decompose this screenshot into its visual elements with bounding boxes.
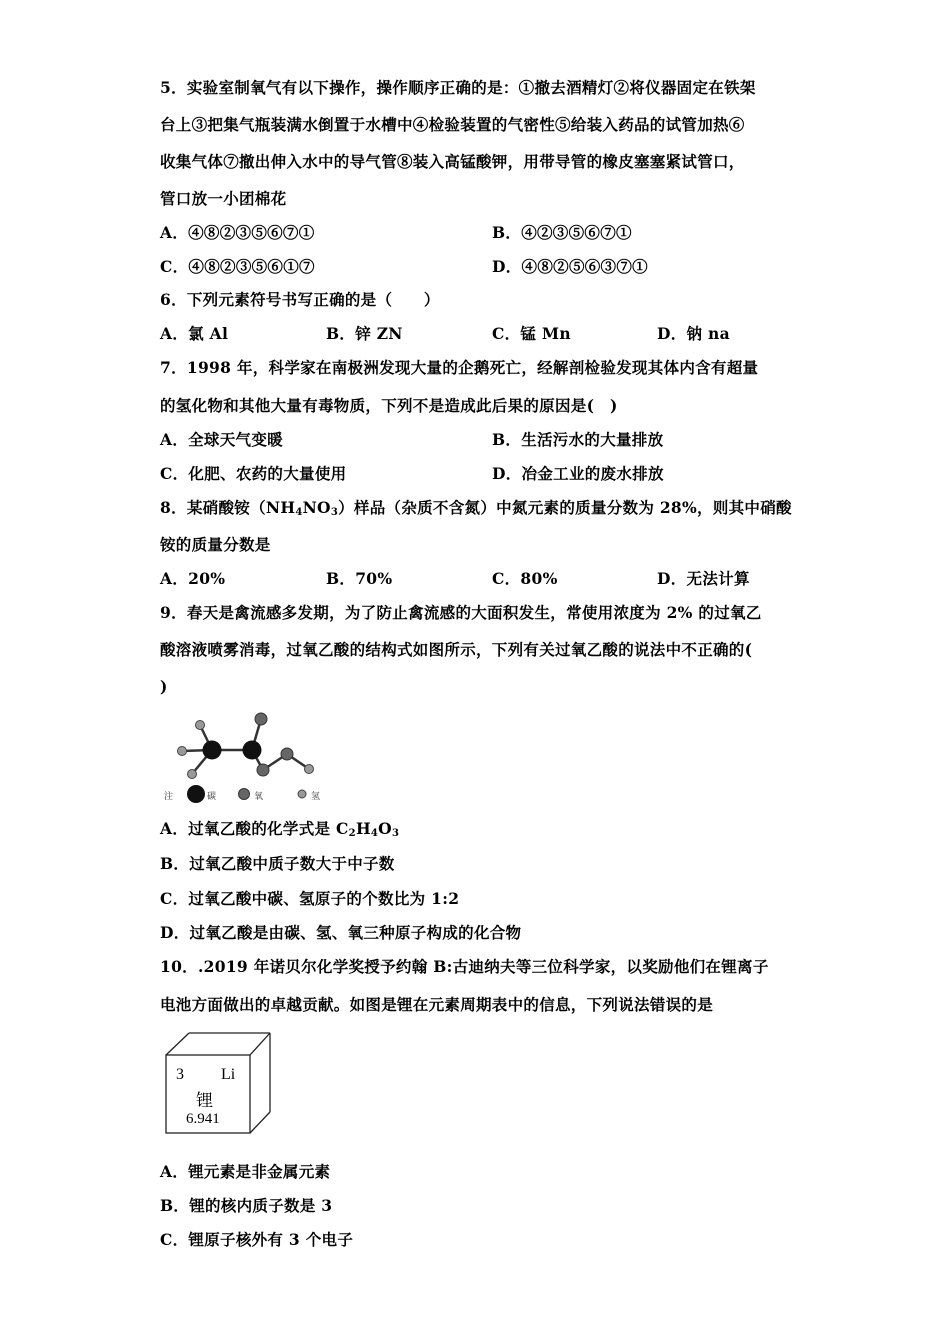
q9-stem-line-2: 酸溶液喷雾消毒，过氧乙酸的结构式如图所示，下列有关过氧乙酸的说法中不正确的( bbox=[160, 640, 753, 659]
legend-carbon-swatch bbox=[187, 785, 205, 803]
q8-stem-pre: 8．某硝酸铵（NH bbox=[160, 498, 296, 517]
q9-formula-o: O bbox=[378, 819, 392, 838]
q9-formula-h: H bbox=[355, 819, 371, 838]
element-name: 锂 bbox=[196, 1091, 213, 1111]
q5-stem-line-4: 管口放一小团棉花 bbox=[160, 189, 287, 208]
legend-hydrogen-label: 氢 bbox=[311, 792, 321, 802]
hydrogen-atom bbox=[305, 765, 314, 774]
q5-stem-line-2: 台上③把集气瓶装满水倒置于水槽中④检验装置的气密性⑤给装入药品的试管加热⑥ bbox=[160, 115, 745, 134]
q6-stem: 6．下列元素符号书写正确的是（ ） bbox=[160, 290, 440, 309]
q8-option-a: A．20% bbox=[160, 569, 226, 588]
q10-option-a: A．锂元素是非金属元素 bbox=[160, 1162, 331, 1181]
q10-stem-line-2: 电池方面做出的卓越贡献。如图是锂在元素周期表中的信息，下列说法错误的是 bbox=[160, 995, 714, 1014]
q6-option-b: B．锌 ZN bbox=[326, 324, 403, 343]
q5-option-a: A．④⑧②③⑤⑥⑦① bbox=[160, 223, 315, 242]
q8-stem-line-2: 铵的质量分数是 bbox=[160, 535, 271, 554]
q9-option-d: D．过氧乙酸是由碳、氢、氧三种原子构成的化合物 bbox=[160, 923, 522, 942]
q8-sub-3: 3 bbox=[330, 507, 339, 518]
q5-option-c: C．④⑧②③⑤⑥①⑦ bbox=[160, 257, 315, 276]
legend-carbon-label: 碳 bbox=[207, 792, 217, 802]
legend-oxygen-swatch bbox=[239, 789, 250, 800]
legend-note-label: 注 bbox=[164, 792, 174, 802]
q5-option-d: D．④⑧②⑤⑥③⑦① bbox=[492, 257, 648, 276]
q9-option-a bbox=[160, 819, 399, 839]
q10-stem-line-1: 10．.2019 年诺贝尔化学奖授予约翰 B:古迪纳夫等三位科学家，以奖励他们在锂离子 bbox=[160, 957, 769, 976]
q9-sub-h: 4 bbox=[370, 828, 379, 839]
q8-sub-4: 4 bbox=[295, 507, 303, 518]
q7-option-a: A．全球天气变暖 bbox=[160, 430, 283, 449]
q5-option-b: B．④②③⑤⑥⑦① bbox=[492, 223, 632, 242]
q8-option-d: D．无法计算 bbox=[657, 569, 750, 588]
element-atomic-mass: 6.941 bbox=[186, 1111, 220, 1127]
q7-option-c: C．化肥、农药的大量使用 bbox=[160, 464, 347, 483]
q8-stem-line-1 bbox=[160, 498, 792, 518]
q9-stem-line-3: ) bbox=[160, 677, 168, 696]
q8-option-c: C．80% bbox=[492, 569, 558, 588]
hydrogen-atom bbox=[188, 770, 197, 779]
q8-stem-mid: NO bbox=[302, 498, 331, 517]
q7-option-d: D．冶金工业的废水排放 bbox=[492, 464, 664, 483]
hydrogen-atom bbox=[196, 721, 205, 730]
q7-stem-line-1: 7．1998 年，科学家在南极洲发现大量的企鹅死亡，经解剖检验发现其体内含有超量 bbox=[160, 358, 759, 377]
q6-option-a: A．氯 Al bbox=[160, 324, 229, 343]
oxygen-atom bbox=[281, 748, 293, 760]
q9-stem-line-1: 9．春天是禽流感多发期，为了防止禽流感的大面积发生，常使用浓度为 2% 的过氧乙 bbox=[160, 603, 762, 622]
q9-option-c: C．过氧乙酸中碳、氢原子的个数比为 1:2 bbox=[160, 889, 460, 908]
element-symbol: Li bbox=[221, 1066, 236, 1083]
oxygen-atom bbox=[257, 764, 269, 776]
q7-option-b: B．生活污水的大量排放 bbox=[492, 430, 664, 449]
element-atomic-number: 3 bbox=[176, 1066, 184, 1083]
q6-option-d: D．钠 na bbox=[657, 324, 730, 343]
peracetic-acid-structure-figure bbox=[160, 706, 335, 806]
q7-stem-line-2: 的氢化物和其他大量有毒物质，下列不是造成此后果的原因是( ) bbox=[160, 396, 618, 415]
legend-oxygen-label: 氧 bbox=[254, 792, 264, 802]
q6-option-c: C．锰 Mn bbox=[492, 324, 571, 343]
hydrogen-atom bbox=[178, 747, 187, 756]
q9-sub-o: 3 bbox=[391, 828, 400, 839]
carbon-atom bbox=[243, 741, 262, 760]
oxygen-atom bbox=[255, 713, 267, 725]
q9-option-b: B．过氧乙酸中质子数大于中子数 bbox=[160, 854, 395, 873]
q8-stem-post: ）样品（杂质不含氮）中氮元素的质量分数为 28%，则其中硝酸 bbox=[338, 498, 792, 517]
q9-sub-c: 2 bbox=[348, 828, 356, 839]
carbon-atom bbox=[203, 741, 222, 760]
q8-option-b: B．70% bbox=[326, 569, 393, 588]
q5-stem-line-1: 5．实验室制氧气有以下操作，操作顺序正确的是：①撤去酒精灯②将仪器固定在铁架 bbox=[160, 78, 756, 97]
legend-hydrogen-swatch bbox=[298, 790, 306, 798]
q10-option-c: C．锂原子核外有 3 个电子 bbox=[160, 1230, 354, 1249]
q10-option-b: B．锂的核内质子数是 3 bbox=[160, 1196, 333, 1215]
q9-option-a-text: A．过氧乙酸的化学式是 C bbox=[160, 819, 349, 838]
q5-stem-line-3: 收集气体⑦撤出伸入水中的导气管⑧装入高锰酸钾，用带导管的橡皮塞塞紧试管口， bbox=[160, 152, 745, 171]
